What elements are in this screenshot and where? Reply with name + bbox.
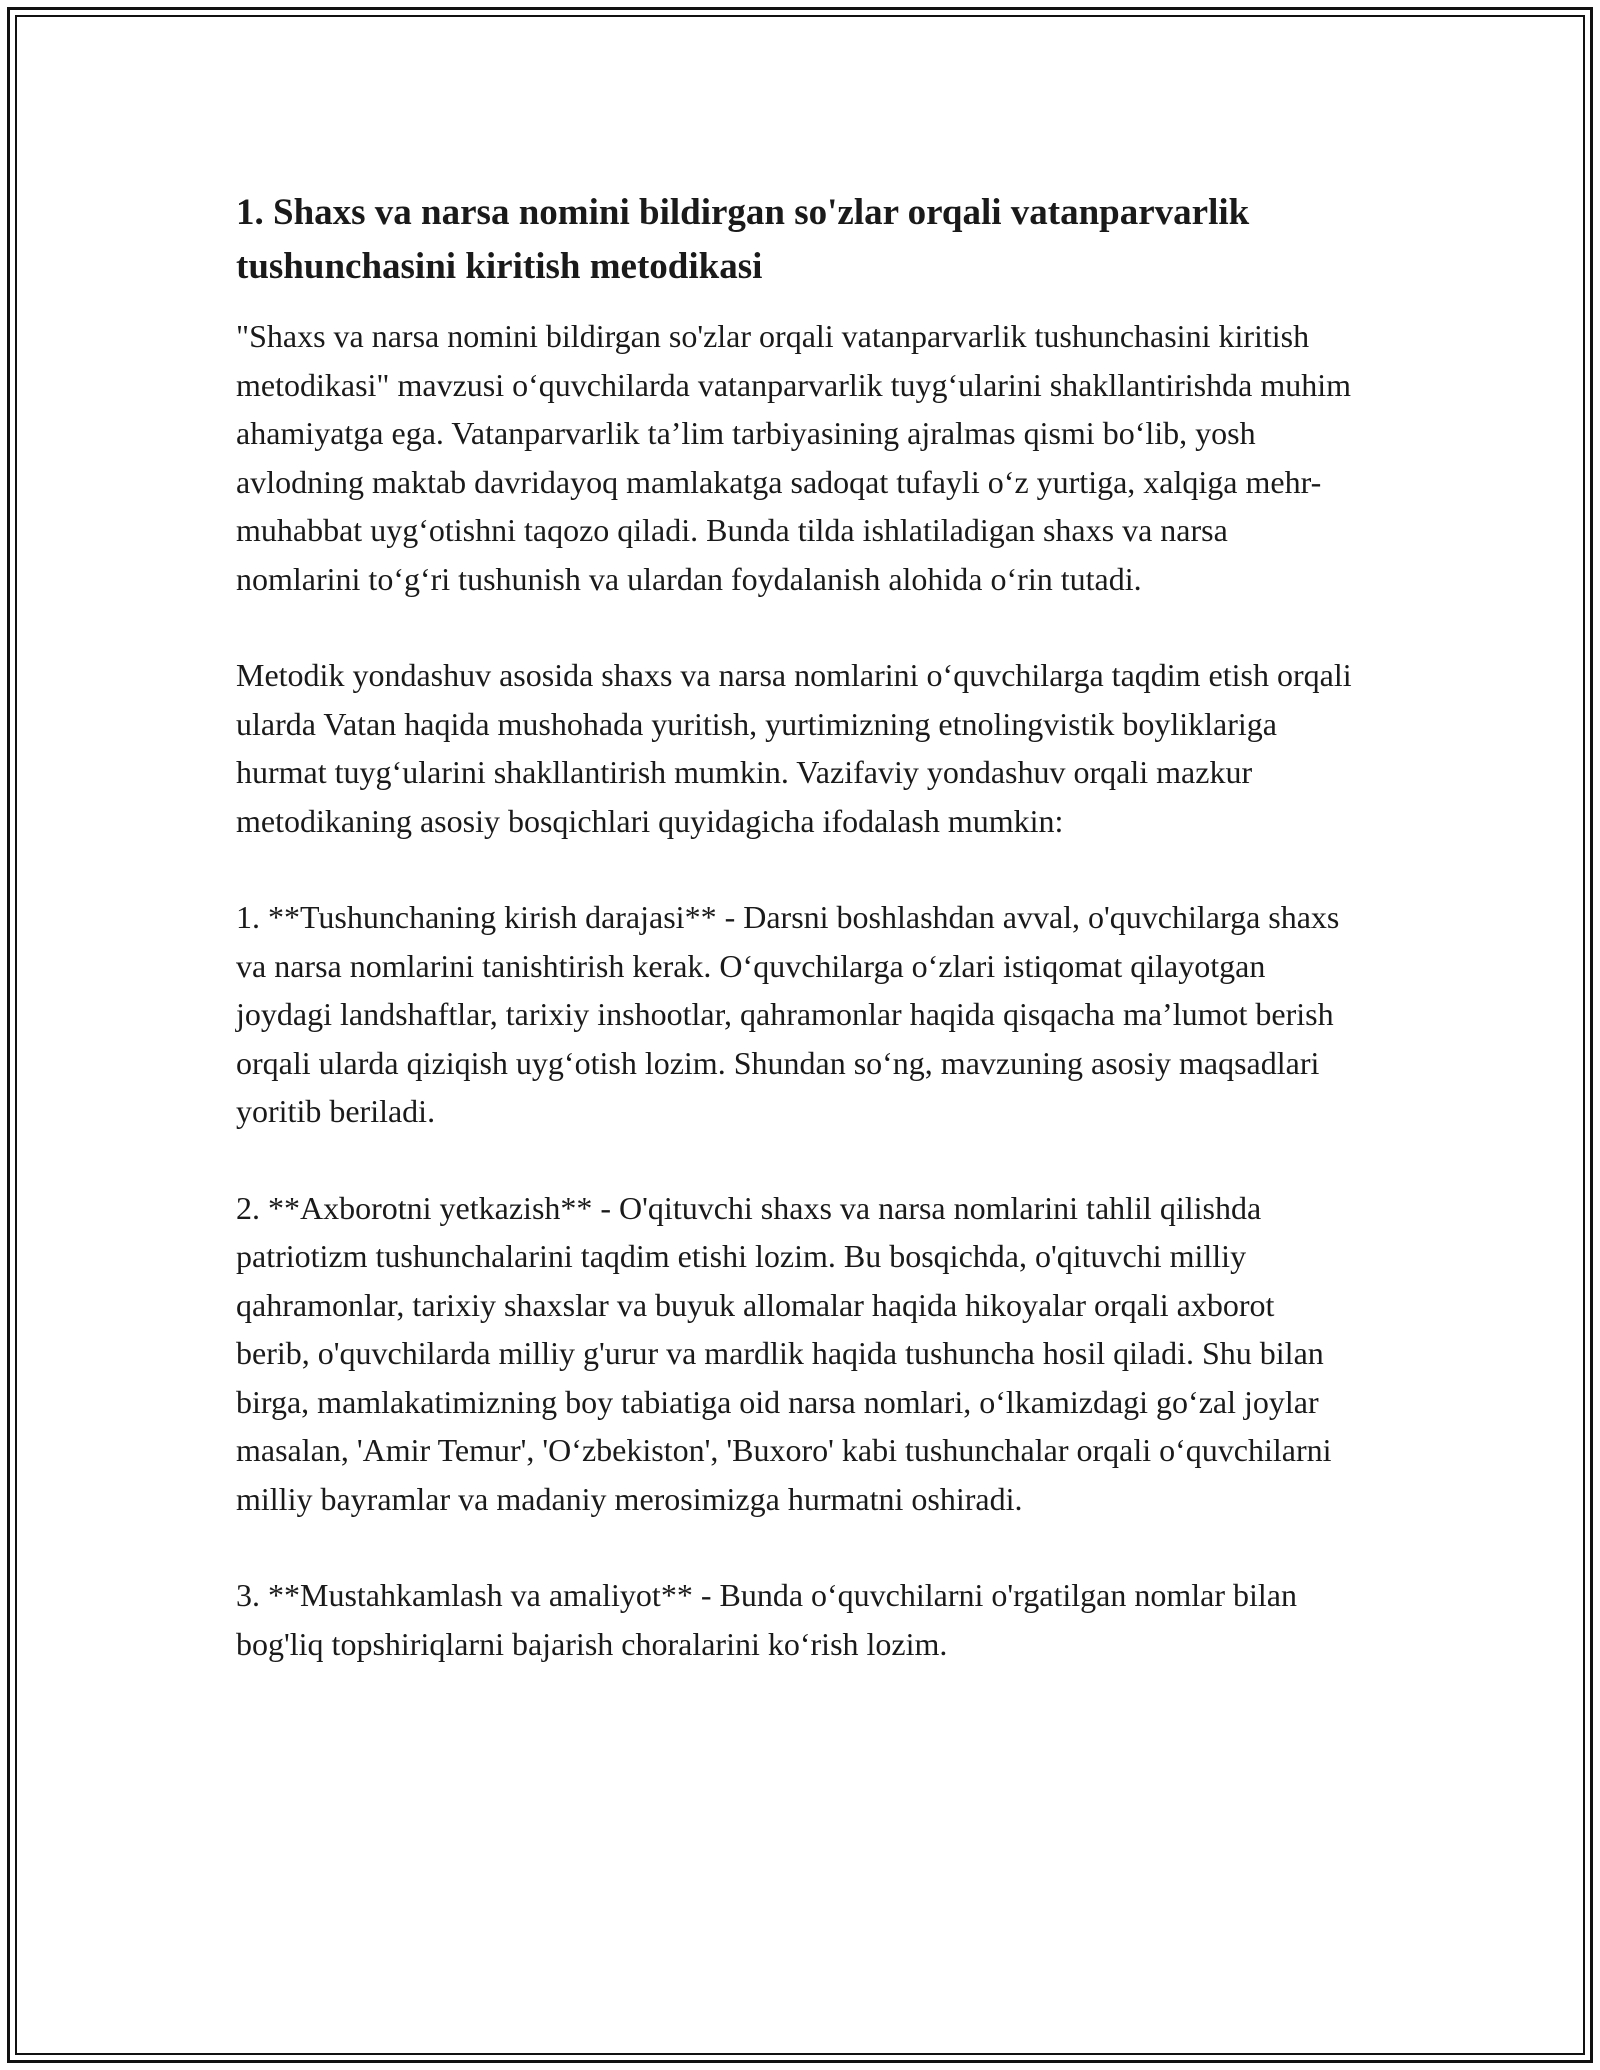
list-item-step-1: 1. **Tushunchaning kirish darajasi** - Darsni boshlashdan avval, o'quvchilarga shaxs va narsa nomlarini tanishtirish kerak. O‘quvchilarga o‘zlari istiqomat qilayotgan joydagi landshaftlar, tarixiy inshootlar, qahramonlar haqida qisqacha ma’lumot berish orqali ularda qiziqish uyg‘otish lozim. Shundan so‘ng, mavzuning asosiy maqsadlari yoritib beriladi. bbox=[236, 899, 1340, 1129]
list-item-step-2: 2. **Axborotni yetkazish** - O'qituvchi shaxs va narsa nomlarini tahlil qilishda patriotizm tushunchalarini taqdim etishi lozim. Bu bosqichda, o'qituvchi milliy qahramonlar, tarixiy shaxslar va buyuk allomalar haqida hikoyalar orqali axborot berib, o'quvchilarda milliy g'urur va mardlik haqida tushuncha hosil qiladi. Shu bilan birga, mamlakatimizning boy tabiatiga oid narsa nomlari, o‘lkamizdagi go‘zal joylar masalan, 'Amir Temur', 'O‘zbekiston', 'Buxoro' kabi tushunchalar orqali o‘quvchilarni milliy bayramlar va madaniy merosimizga hurmatni oshiradi. bbox=[236, 1189, 1332, 1517]
paragraph-intro: "Shaxs va narsa nomini bildirgan so'zlar orqali vatanparvarlik tushunchasini kiritish metodikasi" mavzusi o‘quvchilarda vatanparvarlik tuyg‘ularini shakllantirishda muhim ahamiyatga ega. Vatanparvarlik ta’lim tarbiyasining ajralmas qismi bo‘lib, yosh avlodning maktab davridayoq mamlakatga sadoqat tufayli o‘z yurtiga, xalqiga mehr-muhabbat uyg‘otishni taqozo qiladi. Bunda tilda ishlatiladigan shaxs va narsa nomlarini to‘g‘ri tushunish va ulardan foydalanish alohida o‘rin tutadi. bbox=[236, 318, 1351, 597]
section-heading: 1. Shaxs va narsa nomini bildirgan so'zlar orqali vatanparvarlik tushunchasini kiritish metodikasi bbox=[236, 192, 1250, 287]
list-item-step-3: 3. **Mustahkamlash va amaliyot** - Bunda o‘quvchilarni o'rgatilgan nomlar bilan bog'liq topshiriqlarni bajarish choralarini ko‘rish lozim. bbox=[236, 1577, 1297, 1662]
paragraph-approach: Metodik yondashuv asosida shaxs va narsa nomlarini o‘quvchilarga taqdim etish orqali ularda Vatan haqida mushohada yuritish, yurtimizning etnolingvistik boyliklariga hurmat tuyg‘ularini shakllantirish mumkin. Vazifaviy yondashuv orqali mazkur metodikaning asosiy bosqichlari quyidagicha ifodalash mumkin: bbox=[236, 657, 1352, 839]
document-body bbox=[236, 186, 1356, 1716]
